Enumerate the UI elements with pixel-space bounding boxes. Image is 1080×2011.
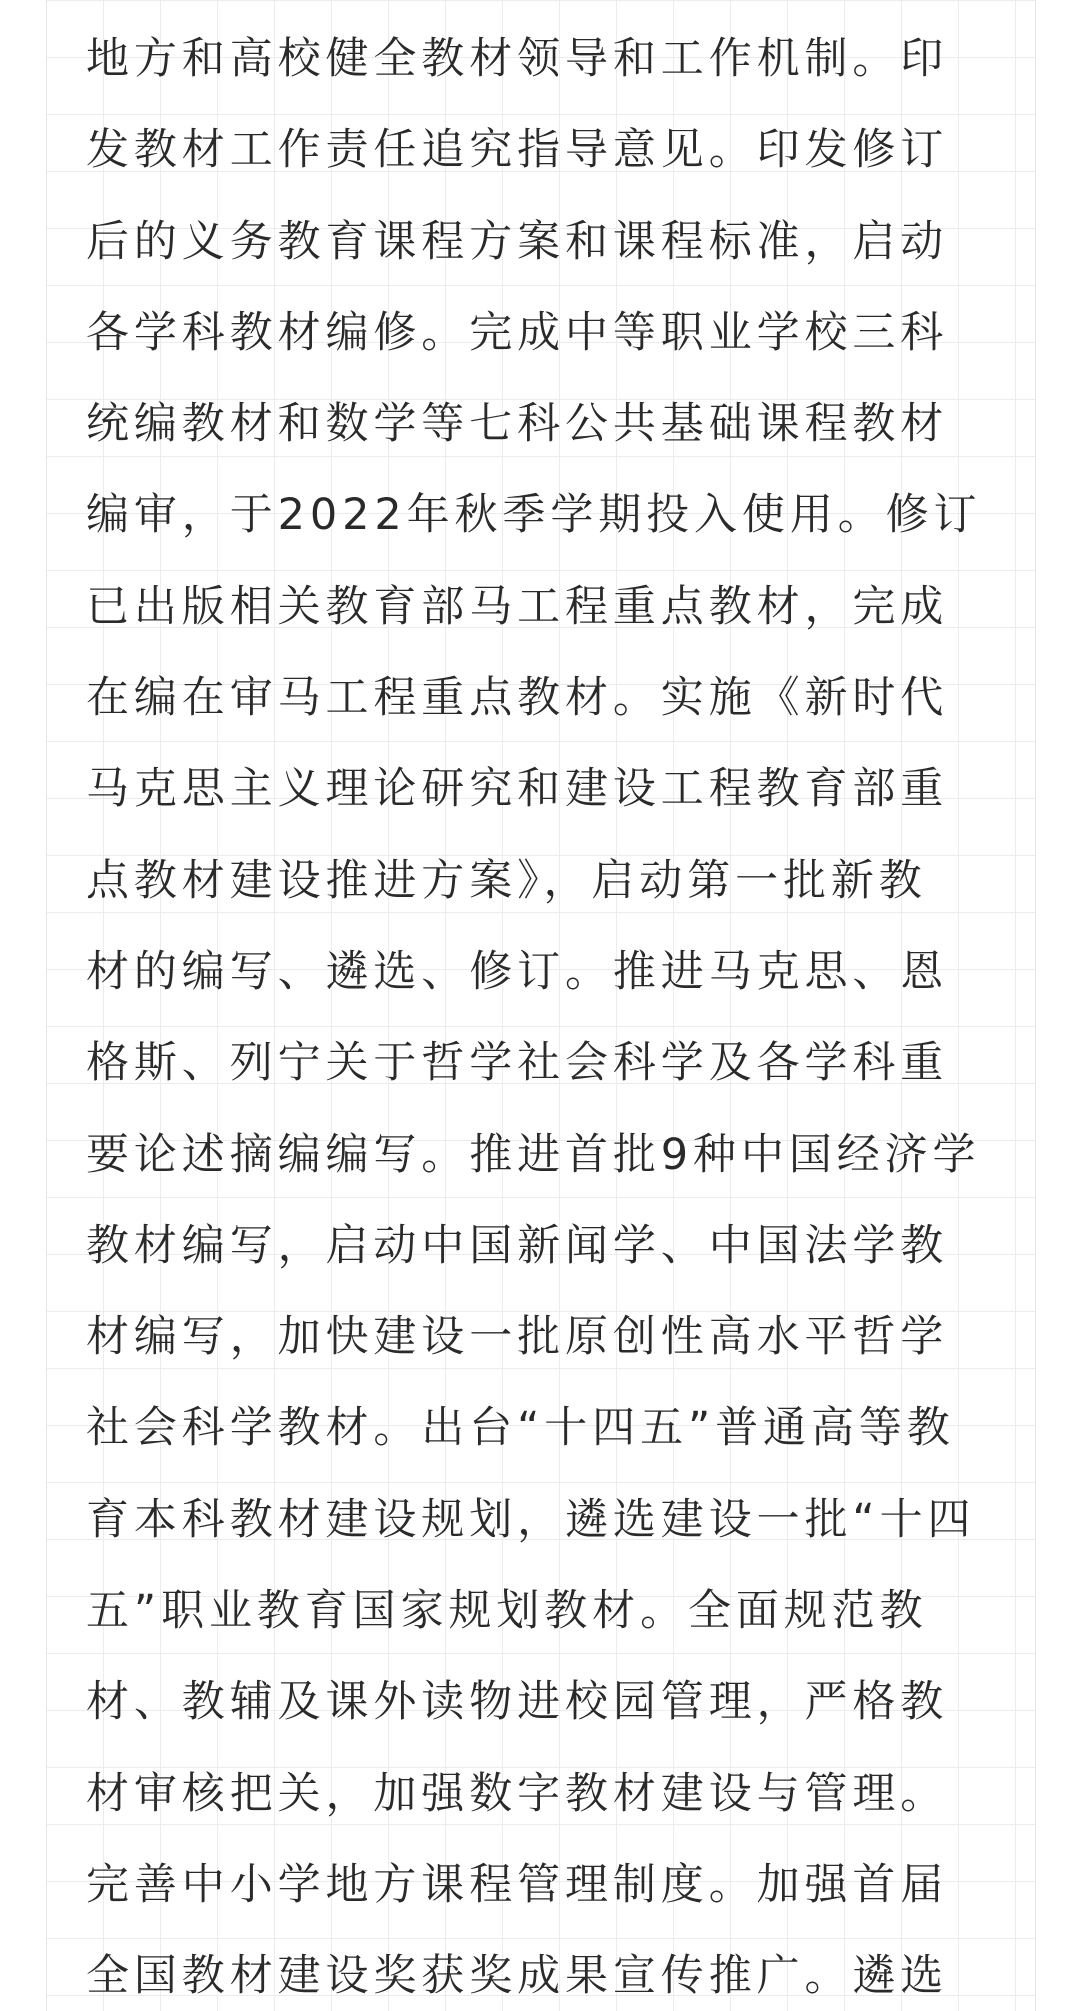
text-line: 材的编写、遴选、修订。推进马克思、恩 xyxy=(86,946,949,997)
text-line: 材、教辅及课外读物进校园管理，严格教 xyxy=(86,1677,949,1728)
text-line: 要论述摘编编写。推进首批9种中国经济学 xyxy=(86,1129,981,1180)
text-line: 点教材建设推进方案》，启动第一批新教 xyxy=(86,855,927,906)
text-line: 各学科教材编修。完成中等职业学校三科 xyxy=(86,307,949,358)
text-line: 完善中小学地方课程管理制度。加强首届 xyxy=(86,1859,949,1910)
text-line: 马克思主义理论研究和建设工程教育部重 xyxy=(86,764,949,815)
text-line: 五”职业教育国家规划教材。全面规范教 xyxy=(86,1586,928,1637)
text-line: 材编写，加快建设一批原创性高水平哲学 xyxy=(86,1312,949,1363)
text-line: 材审核把关，加强数字教材建设与管理。 xyxy=(86,1768,949,1819)
text-line: 统编教材和数学等七科公共基础课程教材 xyxy=(86,399,949,450)
text-line: 在编在审马工程重点教材。实施《新时代 xyxy=(86,673,949,724)
text-line: 教材编写，启动中国新闻学、中国法学教 xyxy=(86,1220,949,1271)
article-body xyxy=(86,14,996,2011)
text-line: 地方和高校健全教材领导和工作机制。印 xyxy=(86,34,949,84)
text-line: 社会科学教材。出台“十四五”普通高等教 xyxy=(86,1403,955,1454)
text-line: 育本科教材建设规划，遴选建设一批“十四 xyxy=(86,1494,976,1545)
text-line: 已出版相关教育部马工程重点教材，完成 xyxy=(86,581,949,632)
text-line: 后的义务教育课程方案和课程标准，启动 xyxy=(86,216,949,267)
text-line: 全国教材建设奖获奖成果宣传推广。遴选 xyxy=(86,1951,949,2002)
text-line: 编审，于2022年秋季学期投入使用。修订 xyxy=(86,490,982,541)
text-line: 发教材工作责任追究指导意见。印发修订 xyxy=(86,125,949,176)
text-line: 格斯、列宁关于哲学社会科学及各学科重 xyxy=(86,1038,949,1089)
